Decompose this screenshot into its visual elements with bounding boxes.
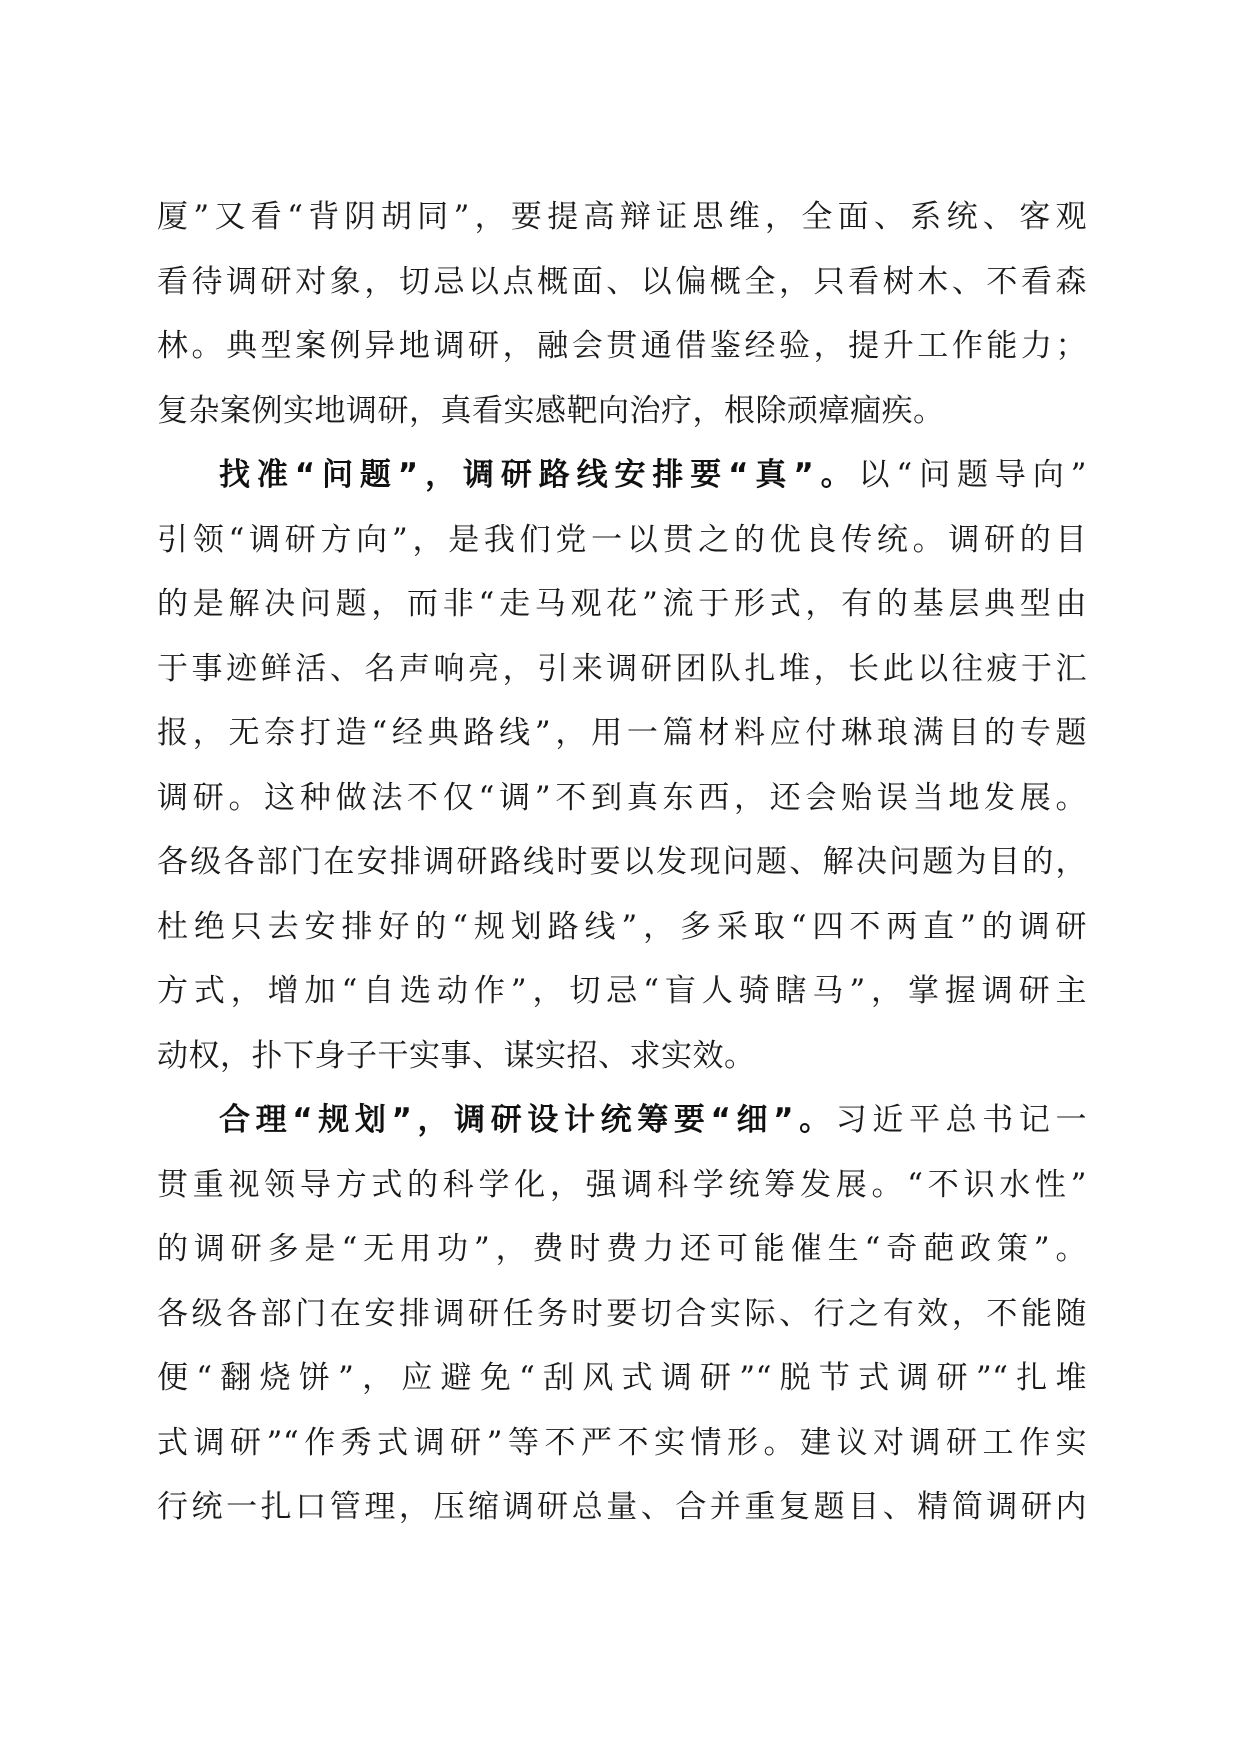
text-line: 方式，增加“自选动作”，切忌“盲人骑瞎马”，掌握调研主	[157, 973, 1087, 1009]
paragraph-1	[157, 185, 1087, 443]
text-line: 调研。这种做法不仅“调”不到真东西，还会贻误当地发展。	[157, 779, 1087, 816]
text-line: 贯重视领导方式的科学化，强调科学统筹发展。“不识水性”	[157, 1166, 1087, 1203]
text-line: 于事迹鲜活、名声响亮，引来调研团队扎堆，长此以往疲于汇	[157, 650, 1087, 687]
paragraph-first-line	[157, 443, 1087, 508]
paragraph-heading: 合理“规划”，调研设计统筹要“细”。	[219, 1102, 836, 1138]
text-line: 的是解决问题，而非“走马观花”流于形式，有的基层典型由	[157, 586, 1087, 622]
text-line: 动权，扑下身子干实事、谋实招、求实效。	[157, 1037, 756, 1074]
text-line: 引领“调研方向”，是我们党一以贯之的优良传统。调研的目	[157, 521, 1087, 558]
paragraph-first-line	[157, 1088, 1087, 1153]
paragraph-2	[157, 443, 1087, 1088]
text-line: 行统一扎口管理，压缩调研总量、合并重复题目、精简调研内	[157, 1489, 1087, 1525]
text-line: 各级各部门在安排调研任务时要切合实际、行之有效，不能随	[157, 1295, 1087, 1332]
paragraph-3	[157, 1088, 1087, 1540]
text-line: 的调研多是“无用功”，费时费力还可能催生“奇葩政策”。	[157, 1231, 1087, 1267]
text-line: 各级各部门在安排调研路线时要以发现问题、解决问题为目的，	[157, 844, 1087, 880]
paragraph-first-line-text: 习近平总书记一	[835, 1102, 1087, 1138]
paragraph-heading: 找准“问题”，调研路线安排要“真”。	[219, 457, 859, 493]
text-line: 杜绝只去安排好的“规划路线”，多采取“四不两直”的调研	[157, 908, 1087, 945]
text-line: 报，无奈打造“经典路线”，用一篇材料应付琳琅满目的专题	[157, 715, 1087, 751]
text-line: 式调研”“作秀式调研”等不严不实情形。建议对调研工作实	[157, 1424, 1087, 1461]
document-body	[157, 185, 1087, 1540]
text-line: 便“翻烧饼”，应避免“刮风式调研”“脱节式调研”“扎堆	[157, 1360, 1087, 1396]
text-line: 厦”又看“背阴胡同”，要提高辩证思维，全面、系统、客观	[157, 199, 1087, 235]
text-line: 林。典型案例异地调研，融会贯通借鉴经验，提升工作能力；	[157, 328, 1087, 364]
text-line: 复杂案例实地调研，真看实感靶向治疗，根除顽瘴痼疾。	[157, 392, 945, 429]
paragraph-first-line-text: 以“问题导向”	[858, 457, 1087, 493]
text-line: 看待调研对象，切忌以点概面、以偏概全，只看树木、不看森	[157, 263, 1087, 300]
